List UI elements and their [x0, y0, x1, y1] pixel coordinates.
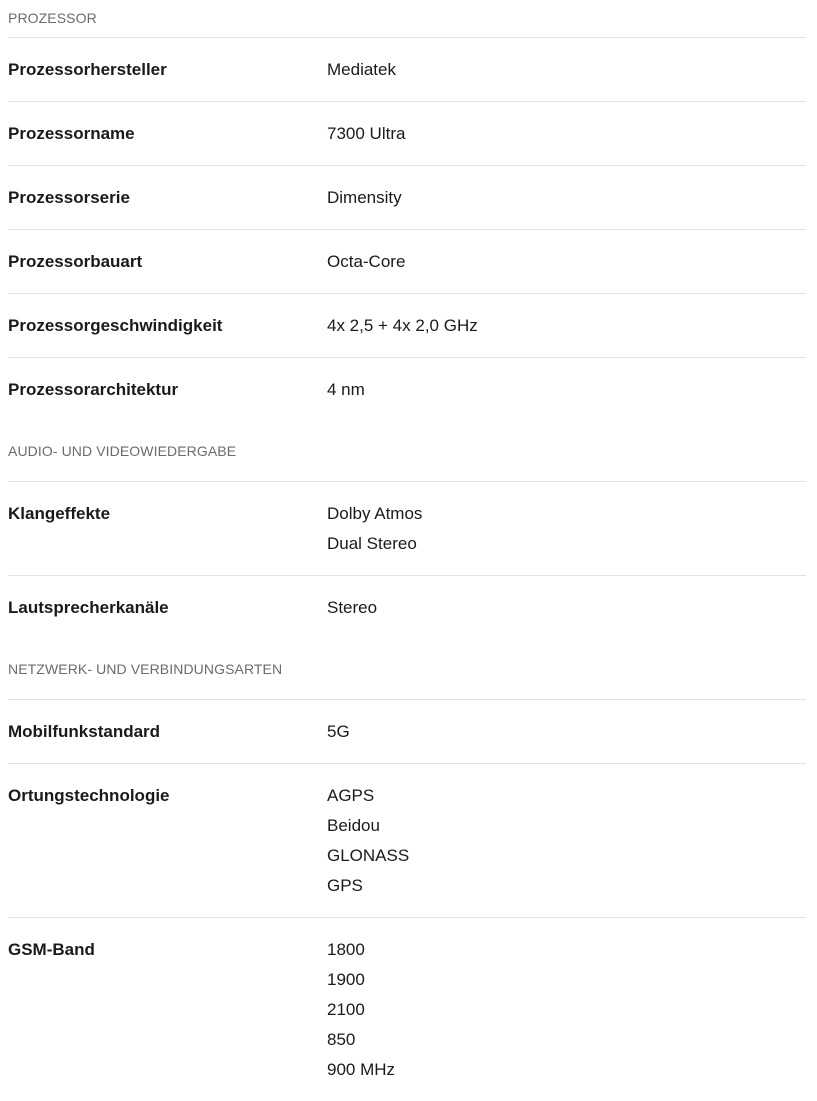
spec-value: 7300 Ultra [327, 124, 406, 143]
spec-value: 850 [327, 1030, 356, 1049]
spec-value: Dolby Atmos [327, 504, 423, 523]
spec-row [8, 166, 806, 230]
spec-label: Mobilfunkstandard [8, 722, 161, 741]
spec-label: Lautsprecherkanäle [8, 598, 169, 617]
section-title-netzwerk: NETZWERK- UND VERBINDUNGSARTEN [8, 639, 806, 700]
section-title-audio: AUDIO- UND VIDEOWIEDERGABE [8, 421, 806, 482]
spec-value: Beidou [327, 816, 380, 835]
spec-value: 2100 [327, 1000, 365, 1019]
spec-value: Octa-Core [327, 252, 406, 271]
spec-value: GLONASS [327, 846, 410, 865]
spec-value: 4x 2,5 + 4x 2,0 GHz [327, 316, 478, 335]
spec-values [327, 781, 409, 901]
spec-value: Mediatek [327, 60, 396, 79]
spec-row [8, 294, 806, 358]
spec-label: Prozessorarchitektur [8, 380, 179, 399]
spec-row [8, 764, 806, 918]
spec-value: 1800 [327, 940, 365, 959]
spec-values [327, 119, 405, 149]
spec-values [327, 593, 377, 623]
spec-row [8, 576, 806, 639]
spec-label: Prozessorserie [8, 188, 130, 207]
spec-row [8, 918, 806, 1101]
spec-label: Klangeffekte [8, 504, 111, 523]
spec-label: Ortungstechnologie [8, 786, 170, 805]
spec-values [327, 499, 422, 559]
spec-label: Prozessorname [8, 124, 135, 143]
spec-label: Prozessorbauart [8, 252, 143, 271]
spec-row [8, 700, 806, 764]
section-title-prozessor: PROZESSOR [8, 0, 806, 38]
spec-values [327, 717, 350, 747]
spec-value: Stereo [327, 598, 378, 617]
spec-row [8, 102, 806, 166]
spec-values [327, 55, 396, 85]
spec-values [327, 375, 365, 405]
spec-values [327, 183, 402, 213]
spec-label: GSM-Band [8, 940, 95, 959]
spec-value: 900 MHz [327, 1060, 396, 1079]
spec-value: 5G [327, 722, 350, 741]
spec-value: AGPS [327, 786, 375, 805]
spec-value: Dimensity [327, 188, 402, 207]
spec-values [327, 311, 478, 341]
spec-values [327, 935, 395, 1085]
spec-label: Prozessorhersteller [8, 60, 167, 79]
spec-value: 1900 [327, 970, 365, 989]
spec-row [8, 482, 806, 576]
spec-value: GPS [327, 876, 363, 895]
spec-label: Prozessorgeschwindigkeit [8, 316, 223, 335]
spec-value: Dual Stereo [327, 534, 417, 553]
spec-values [327, 247, 405, 277]
spec-row [8, 38, 806, 102]
spec-row [8, 358, 806, 421]
spec-value: 4 nm [327, 380, 365, 399]
spec-row [8, 230, 806, 294]
